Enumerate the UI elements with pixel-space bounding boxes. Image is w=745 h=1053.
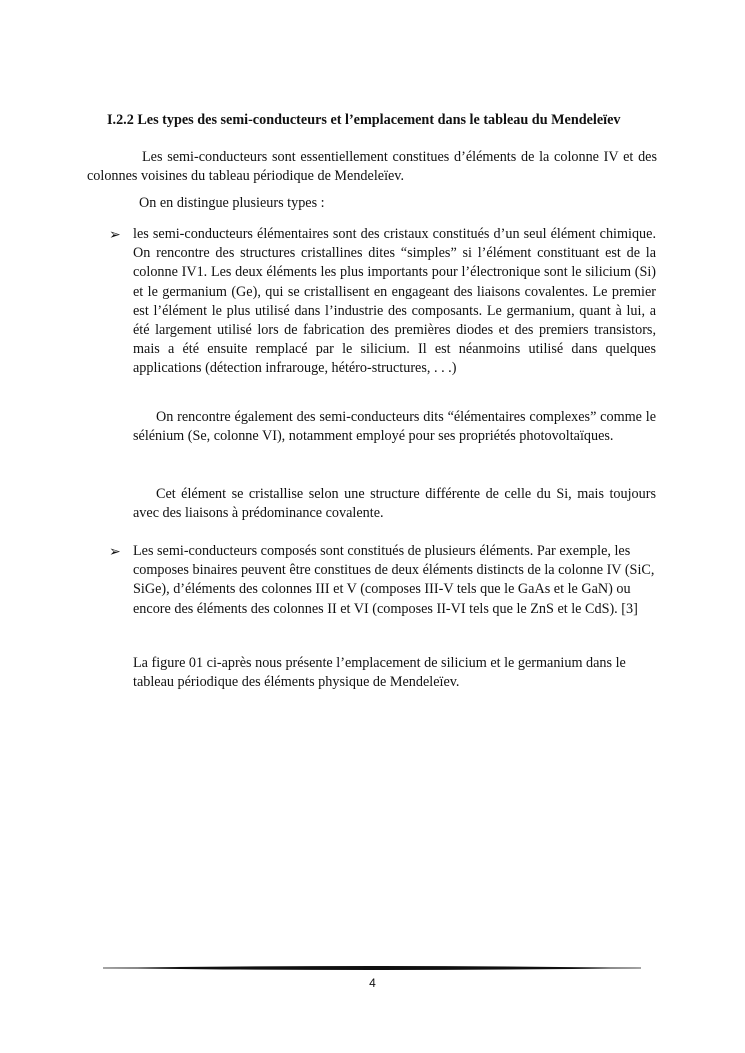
intro-paragraph: Les semi-conducteurs sont essentiellement constitues d’éléments de la colonne IV et des colonnes voisines du tableau périodique de Mendeleïev.	[87, 149, 657, 184]
figure-reference-paragraph: La figure 01 ci-après nous présente l’emplacement de silicium et le germanium dans le tableau périodique des éléments physique de Mendeleïev.	[133, 655, 626, 691]
types-intro-line: On en distingue plusieurs types :	[139, 195, 325, 211]
footer-divider	[103, 965, 641, 971]
list-item-compound: Les semi-conducteurs composés sont constitués de plusieurs éléments. Par exemple, les composes binaires peuvent être constitues de deux éléments distincts de la colonne IV (SiC, SiGe), d’éléments des colonnes III et V (composes III-V tels que le GaAs et le GaN) ou encore des éléments des colonnes II et VI (composes II-VI tels que le ZnS et le CdS). [3]	[133, 543, 655, 617]
list-item-elementary: les semi-conducteurs élémentaires sont des cristaux constitués d’un seul élément chimique. On rencontre des structures cristallines dites “simples” si l’élément constituant est de la colonne IV1. Les deux éléments les plus importants pour l’électronique sont le silicium (Si) et le germanium (Ge), qui se cristallisent en engageant des liaisons covalentes. Le premier est l’élément le plus utilisé dans l’industrie des composants. Le germanium, quant à lui, a été largement utilisé lors de fabrication des premières diodes et des premiers transistors, mais a été ensuite remplacé par le silicium. Il est néanmoins utilisé dans quelques applications (détection infrarouge, hétéro-structures, . . .)	[133, 226, 656, 377]
section-heading: I.2.2 Les types des semi-conducteurs et l’emplacement dans le tableau du Mendeleïev	[107, 112, 621, 128]
arrow-bullet-icon: ➢	[109, 227, 121, 243]
selenium-structure-paragraph: Cet élément se cristallise selon une structure différente de celle du Si, mais toujours avec des liaisons à prédominance covalente.	[133, 486, 656, 522]
arrow-bullet-icon: ➢	[109, 544, 121, 560]
page-number: 4	[369, 976, 376, 990]
complex-elementary-paragraph: On rencontre également des semi-conducteurs dits “élémentaires complexes” comme le sélénium (Se, colonne VI), notamment employé pour ses propriétés photovoltaïques.	[133, 409, 656, 445]
